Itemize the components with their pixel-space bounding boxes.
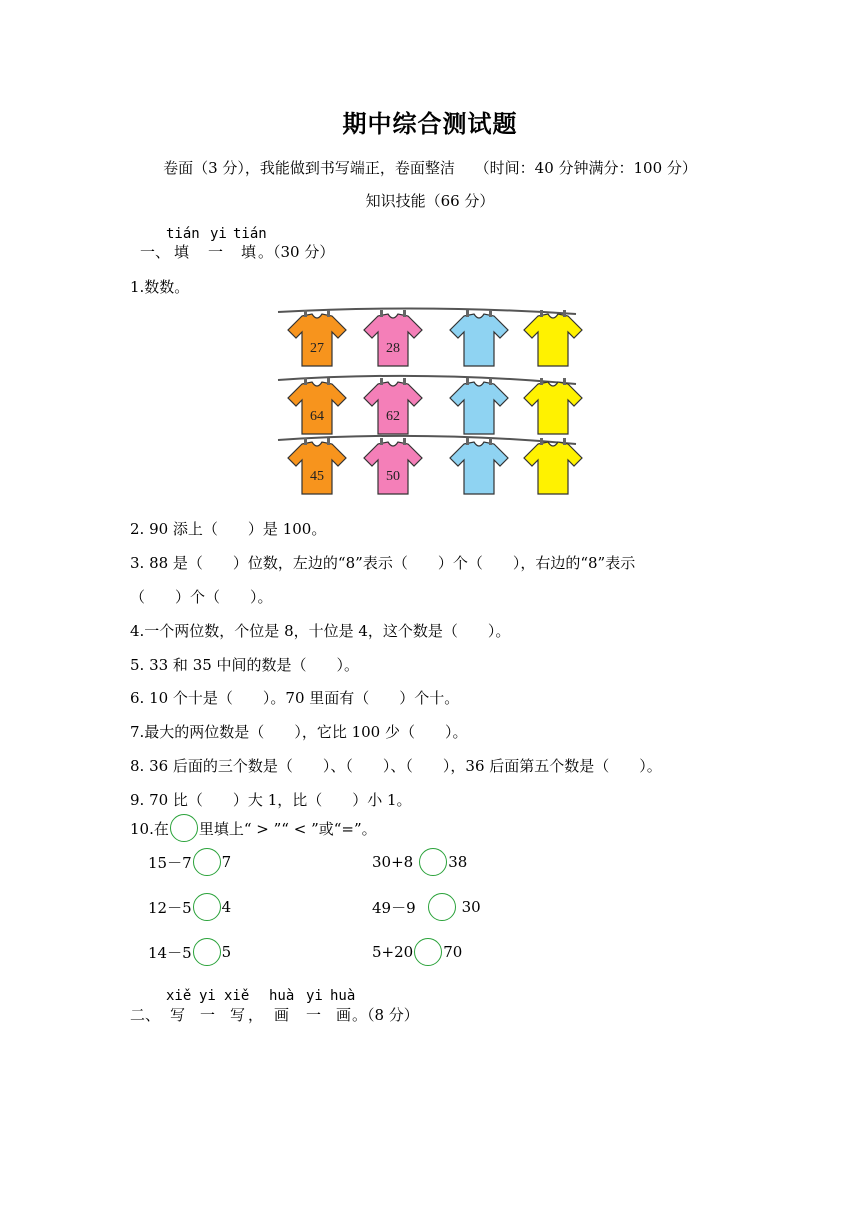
answer-circle[interactable] — [428, 893, 456, 921]
question-7: 7.最大的两位数是（ ），它比 100 少（ ）。 — [130, 723, 468, 741]
question-6: 6. 10 个十是（ ）。70 里面有（ ）个十。 — [130, 689, 460, 707]
question-1: 1.数数。 — [130, 278, 190, 296]
shirt — [288, 378, 346, 434]
char-5: 一 — [306, 1006, 322, 1024]
char-2: 一 — [208, 243, 224, 261]
char-comma: ， — [248, 1006, 264, 1024]
compare-left: 5+20 — [372, 943, 414, 961]
pinyin-5: yi — [306, 988, 323, 1004]
answer-circle[interactable] — [193, 938, 221, 966]
pinyin-4: huà — [269, 988, 295, 1004]
compare-item-6 — [372, 938, 462, 966]
compare-item-2 — [372, 848, 467, 876]
pinyin-3: xiě — [224, 988, 250, 1004]
section-points: 。（30 分） — [258, 243, 335, 261]
compare-left: 15－7 — [148, 853, 192, 872]
compare-right: 5 — [221, 943, 232, 961]
shirt-number: 28 — [386, 341, 400, 356]
shirt — [450, 438, 508, 494]
question-5: 5. 33 和 35 中间的数是（ ）。 — [130, 656, 360, 674]
shirt-number: 27 — [310, 341, 324, 356]
char-2: 一 — [200, 1006, 216, 1024]
shirt-number: 50 — [386, 469, 400, 484]
pinyin-1: xiě — [166, 988, 192, 1004]
compare-item-5 — [148, 938, 231, 966]
compare-left: 12－5 — [148, 898, 192, 917]
section-number: 一、 — [140, 243, 171, 261]
pinyin-3: tián — [233, 226, 267, 242]
compare-item-4 — [372, 893, 481, 921]
section-points: 。（8 分） — [352, 1006, 419, 1024]
answer-circle[interactable] — [414, 938, 442, 966]
compare-item-1 — [148, 848, 231, 876]
shirt — [288, 438, 346, 494]
char-4: 画 — [274, 1006, 290, 1024]
shirt — [364, 310, 422, 366]
subtitle: 卷面（3 分），我能做到书写端正，卷面整洁 （时间：40 分钟满分：100 分） — [163, 159, 697, 177]
pinyin-6: huà — [330, 988, 356, 1004]
question-10 — [130, 814, 377, 842]
compare-left: 30+8 — [372, 853, 414, 871]
compare-right: 38 — [448, 853, 468, 871]
question-2: 2. 90 添上（ ）是 100。 — [130, 520, 327, 538]
compare-right: 4 — [221, 898, 232, 916]
pinyin-2: yi — [210, 226, 227, 242]
compare-right: 7 — [221, 853, 232, 871]
question-9: 9. 70 比（ ）大 1，比（ ）小 1。 — [130, 791, 412, 809]
compare-right: 70 — [443, 943, 463, 961]
compare-left: 14－5 — [148, 943, 192, 962]
page-title: 期中综合测试题 — [342, 109, 518, 138]
shirt — [524, 378, 582, 434]
char-3: 填 — [241, 243, 257, 261]
shirt — [450, 378, 508, 434]
char-1: 写 — [170, 1006, 186, 1024]
shirt — [364, 378, 422, 434]
char-3: 写 — [230, 1006, 246, 1024]
shirt-number: 45 — [310, 469, 324, 484]
shirt — [364, 438, 422, 494]
answer-circle[interactable] — [193, 893, 221, 921]
section-number: 二、 — [130, 1006, 161, 1024]
answer-circle[interactable] — [193, 848, 221, 876]
compare-item-3 — [148, 893, 231, 921]
answer-circle[interactable] — [419, 848, 447, 876]
answer-circle-example — [170, 814, 198, 842]
question-3: 3. 88 是（ ）位数，左边的“8”表示（ ）个（ ），右边的“8”表示 — [130, 554, 636, 572]
question-10-prefix: 10.在 — [130, 819, 169, 838]
compare-right: 30 — [461, 898, 481, 916]
clothesline-illustration — [274, 306, 584, 502]
shirt-number: 62 — [386, 409, 400, 424]
question-10-instruction: 里填上“ > ”“ < ”或“=”。 — [198, 819, 377, 838]
shirt — [524, 310, 582, 366]
section-heading-skills: 知识技能（66 分） — [365, 192, 495, 210]
shirt — [288, 310, 346, 366]
char-1: 填 — [174, 243, 190, 261]
pinyin-1: tián — [166, 226, 200, 242]
question-4: 4.一个两位数，个位是 8，十位是 4，这个数是（ ）。 — [130, 622, 511, 640]
question-8: 8. 36 后面的三个数是（ ）、（ ）、（ ），36 后面第五个数是（ ）。 — [130, 757, 662, 775]
shirt — [524, 438, 582, 494]
shirt-number: 64 — [310, 409, 324, 424]
pinyin-2: yi — [199, 988, 216, 1004]
compare-left: 49－9 — [372, 898, 416, 917]
char-6: 画 — [336, 1006, 352, 1024]
question-3-cont: （ ）个（ ）。 — [130, 588, 273, 606]
shirt — [450, 310, 508, 366]
